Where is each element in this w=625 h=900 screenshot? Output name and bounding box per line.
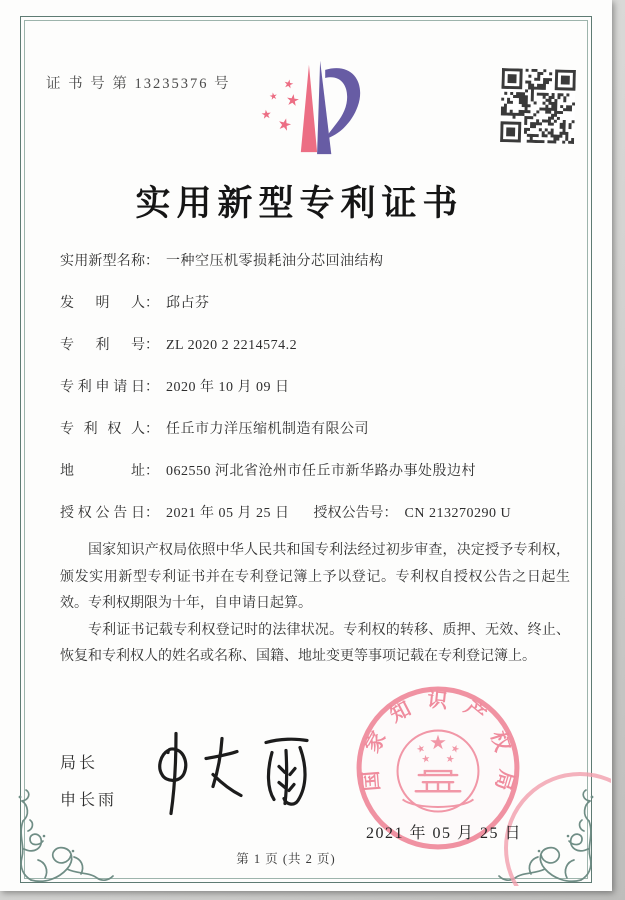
field-colon: ： bbox=[145, 254, 159, 269]
legal-paragraph: 国家知识产权局依照中华人民共和国专利法经过初步审查，决定授予专利权，颁发实用新型专利证书并在专利登记簿上予以登记。专利权自授权公告之日起生效。专利权期限为十年，自申请日起算。 bbox=[60, 543, 570, 611]
field-value: CN 213270290 U bbox=[404, 506, 512, 521]
field-list bbox=[60, 250, 572, 544]
certificate-number: 证 书 号 第 13235376 号 bbox=[46, 76, 231, 92]
field-row-patentee bbox=[60, 418, 572, 440]
field-row-filing-date bbox=[60, 376, 572, 398]
field-colon: ： bbox=[145, 464, 159, 479]
field-value: 一种空压机零损耗油分芯回油结构 bbox=[166, 254, 384, 269]
field-colon: ： bbox=[145, 338, 159, 353]
field-label: 发明人 bbox=[60, 296, 145, 311]
field-colon: ： bbox=[145, 506, 159, 521]
field-colon: ： bbox=[383, 506, 398, 521]
signer-title: 局长 bbox=[60, 755, 99, 772]
signer-block bbox=[60, 750, 117, 810]
page-number: 第 1 页 (共 2 页) bbox=[236, 852, 336, 866]
field-value: 2021 年 05 月 25 日 bbox=[166, 506, 290, 521]
seal-text: 国家知识产权局 bbox=[359, 688, 518, 808]
field-value: 062550 河北省沧州市任丘市新华路办事处殷边村 bbox=[166, 464, 476, 479]
field-colon: ： bbox=[145, 296, 159, 311]
certificate-title: 实用新型专利证书 bbox=[135, 184, 464, 223]
field-row-inventor bbox=[60, 292, 572, 314]
cnipa-logo-icon bbox=[246, 56, 378, 166]
field-row-invention-name bbox=[60, 250, 572, 272]
grant-number-pair bbox=[314, 506, 512, 521]
field-label: 授权公告日 bbox=[60, 506, 145, 521]
field-value: 2020 年 10 月 09 日 bbox=[166, 380, 290, 395]
legal-text bbox=[60, 538, 570, 671]
field-label: 专利申请日 bbox=[60, 380, 145, 395]
field-label: 授权公告号 bbox=[313, 506, 384, 521]
qr-code bbox=[500, 68, 576, 144]
field-row-address bbox=[60, 460, 572, 482]
signer-name: 申长雨 bbox=[60, 792, 118, 809]
field-value: 邱占芬 bbox=[166, 296, 210, 311]
legal-paragraph: 专利证书记载专利权登记时的法律状况。专利权的转移、质押、无效、终止、恢复和专利权人的姓名或名称、国籍、地址变更等事项记载在专利登记簿上。 bbox=[60, 622, 570, 664]
field-label: 专利权人 bbox=[60, 422, 145, 437]
field-value: ZL 2020 2 2214574.2 bbox=[166, 338, 298, 353]
grant-date-pair bbox=[60, 502, 310, 522]
field-label: 地址 bbox=[60, 464, 145, 479]
field-value: 任丘市力洋压缩机制造有限公司 bbox=[166, 422, 369, 437]
field-row-patent-number bbox=[60, 334, 572, 356]
field-colon: ： bbox=[145, 380, 159, 395]
field-label: 专利号 bbox=[60, 338, 145, 353]
signature-icon bbox=[138, 726, 338, 821]
seal-date: 2021 年 05 月 25 日 bbox=[366, 825, 523, 842]
field-row-grant bbox=[60, 502, 572, 524]
field-colon: ： bbox=[145, 422, 159, 437]
field-label: 实用新型名称 bbox=[60, 254, 145, 269]
